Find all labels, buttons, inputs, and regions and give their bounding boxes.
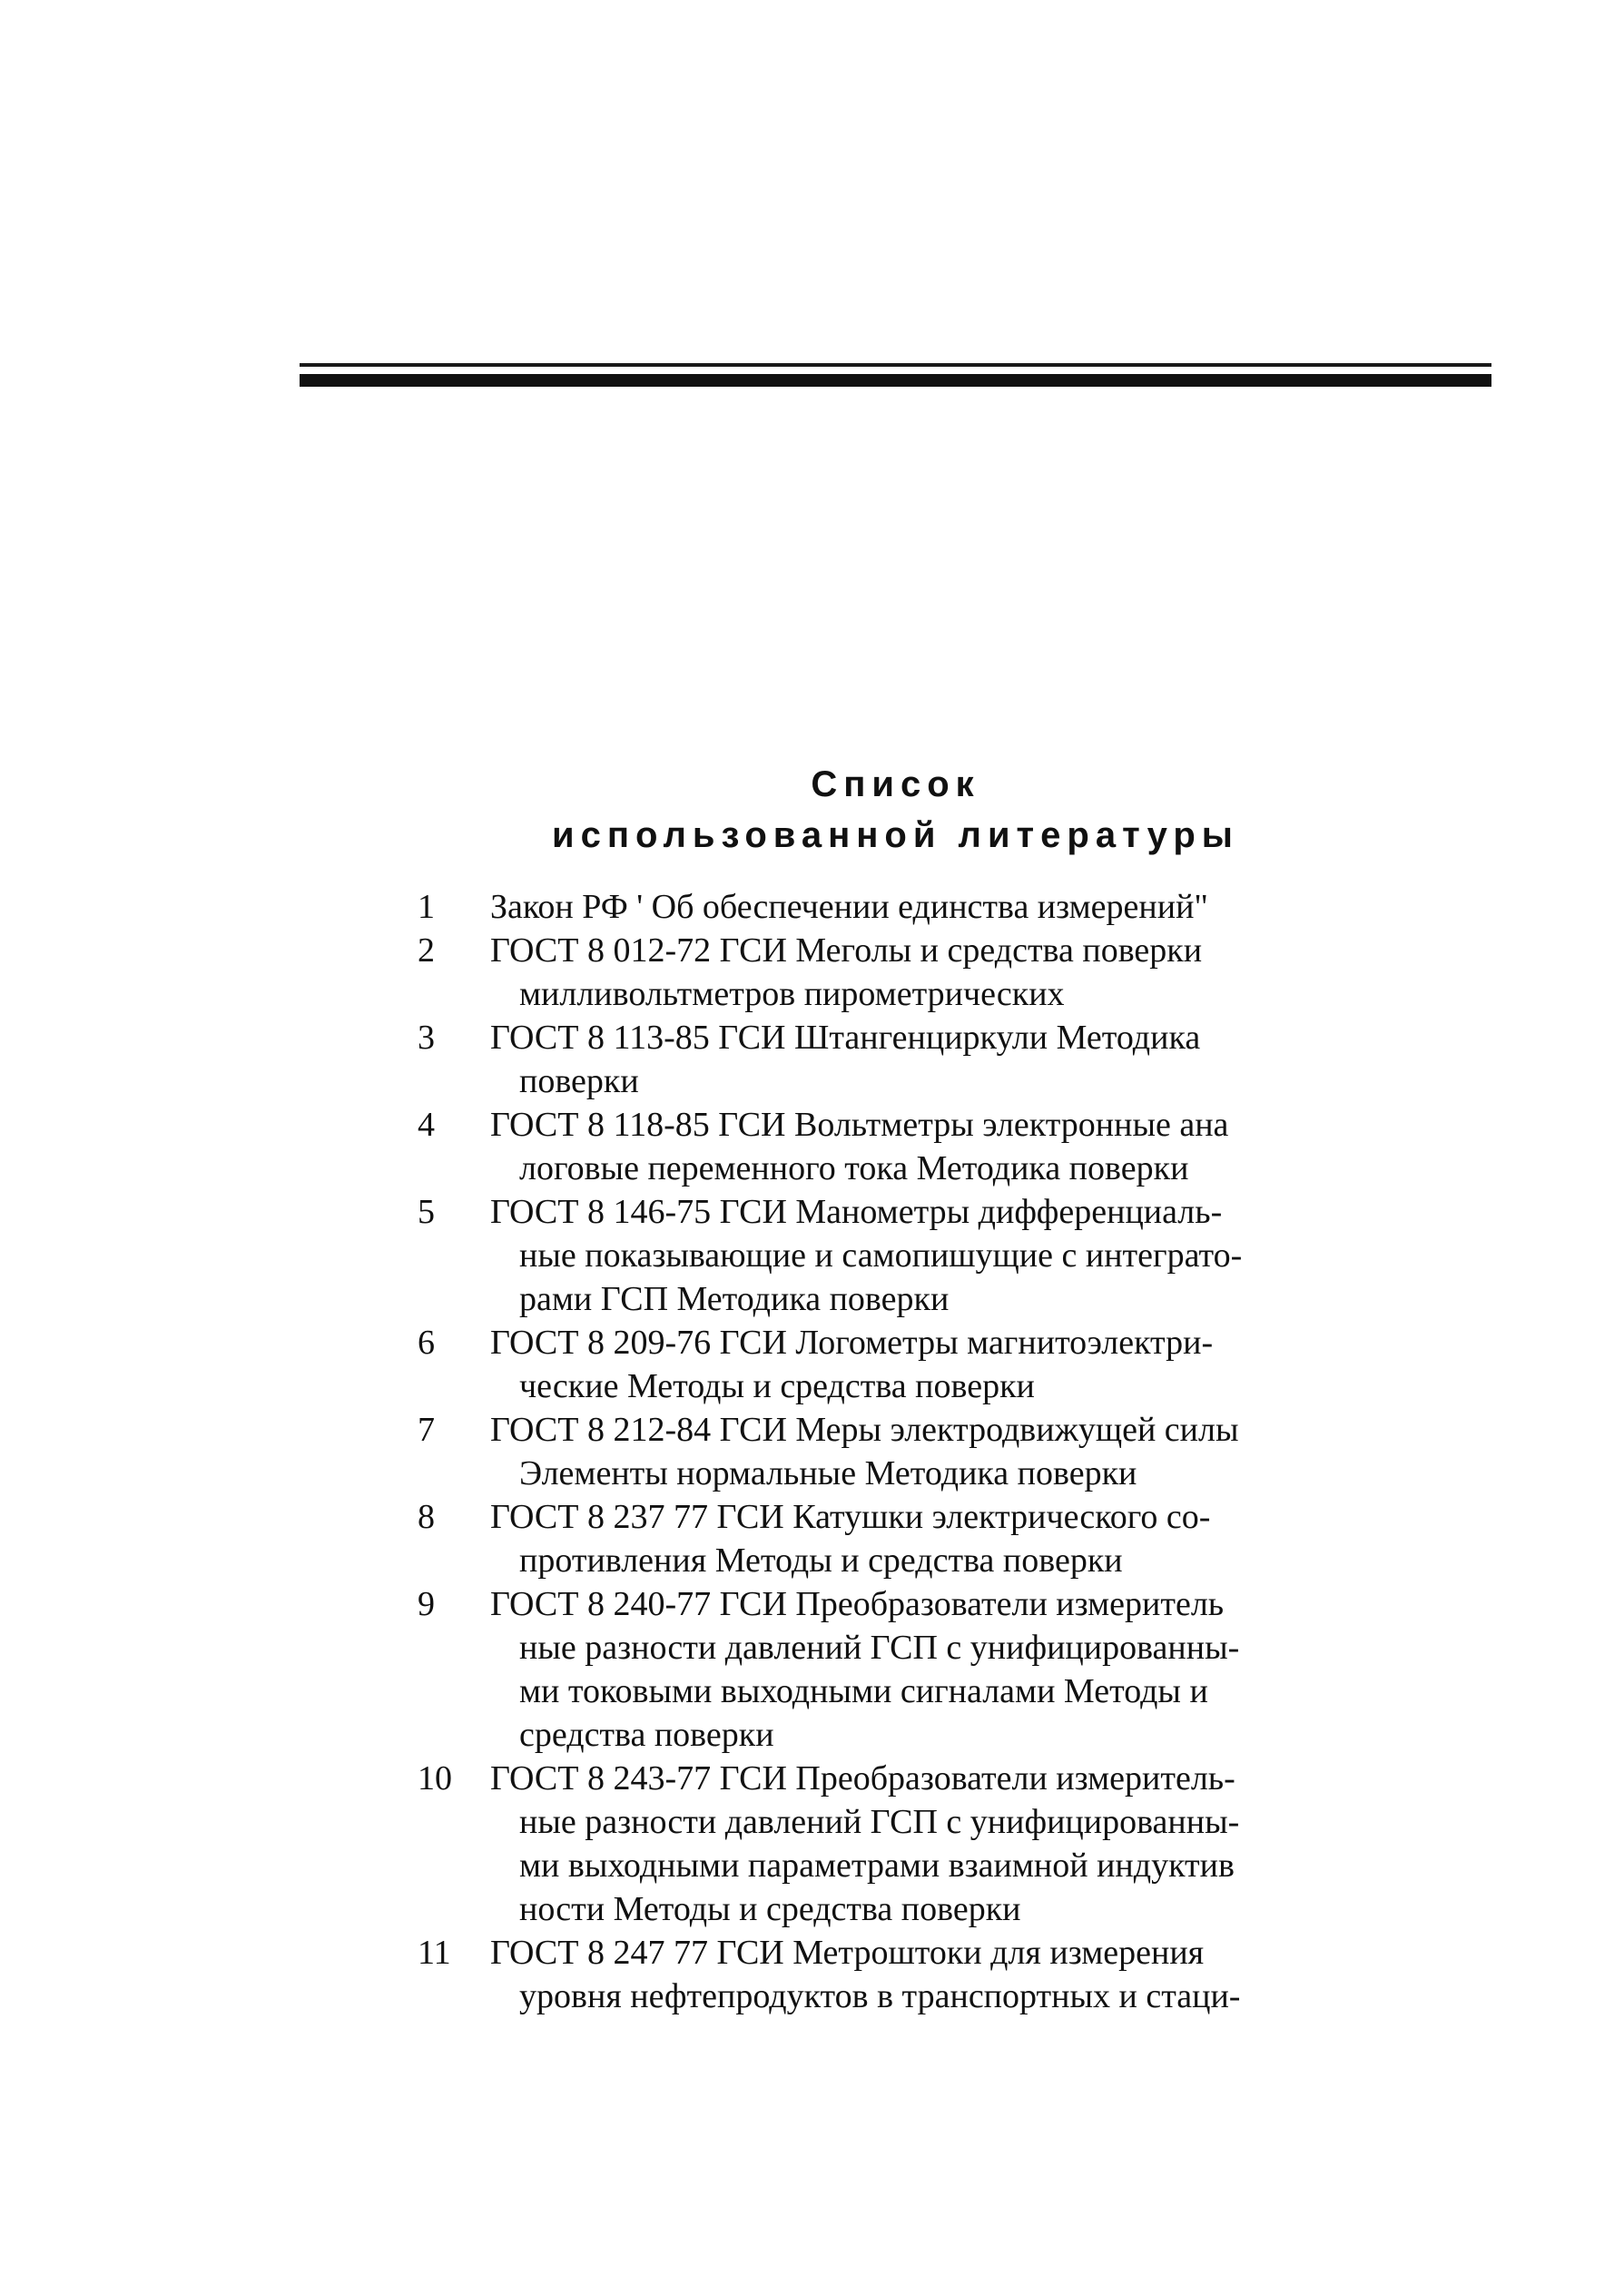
reference-number: 4 [418, 1106, 435, 1144]
reference-text [490, 1321, 1425, 1408]
reference-line: ГОСТ 8 247 77 ГСИ Метроштоки для измерения [490, 1934, 1205, 1972]
reference-text [490, 1757, 1425, 1931]
reference-number: 5 [418, 1193, 435, 1231]
reference-text [490, 1582, 1425, 1757]
reference-number: 11 [418, 1934, 451, 1972]
reference-line: уровня нефтепродуктов в транспортных и стаци- [519, 1977, 1241, 2015]
reference-text [490, 1495, 1425, 1582]
reference-line: противления Методы и средства поверки [519, 1541, 1123, 1580]
reference-item [418, 929, 1425, 1016]
reference-item [418, 1931, 1425, 2018]
reference-number: 1 [418, 888, 435, 926]
reference-item [418, 1757, 1425, 1931]
reference-number: 6 [418, 1324, 435, 1362]
reference-line: Закон РФ ' Об обеспечении единства измерений" [490, 888, 1208, 926]
page-title-line-2: использованной литературы [552, 815, 1239, 855]
reference-text [490, 1103, 1425, 1190]
reference-line: поверки [519, 1062, 639, 1100]
reference-line: Элементы нормальные Методика поверки [519, 1454, 1137, 1492]
reference-line: ГОСТ 8 212-84 ГСИ Меры электродвижущей силы [490, 1411, 1239, 1449]
top-rule-thick [300, 374, 1491, 387]
reference-line: ГОСТ 8 237 77 ГСИ Катушки электрического со- [490, 1498, 1211, 1536]
reference-number: 8 [418, 1498, 435, 1536]
reference-item [418, 1321, 1425, 1408]
reference-text [490, 1408, 1425, 1495]
reference-text [490, 929, 1425, 1016]
reference-line: ГОСТ 8 240-77 ГСИ Преобразователи измеритель [490, 1585, 1225, 1623]
reference-number: 2 [418, 931, 435, 970]
page-title-line-1: Список [811, 764, 980, 804]
reference-text [490, 885, 1425, 929]
reference-line: ности Методы и средства поверки [519, 1890, 1021, 1928]
reference-line: ГОСТ 8 118-85 ГСИ Вольтметры электронные ана [490, 1106, 1229, 1144]
reference-line: ГОСТ 8 209-76 ГСИ Логометры магнитоэлектри- [490, 1324, 1214, 1362]
top-rule-thin [300, 363, 1491, 367]
reference-number: 7 [418, 1411, 435, 1449]
reference-item [418, 1408, 1425, 1495]
reference-line: рами ГСП Методика поверки [519, 1280, 950, 1318]
reference-number: 3 [418, 1019, 435, 1057]
reference-item [418, 1190, 1425, 1321]
reference-text [490, 1931, 1425, 2018]
reference-item [418, 1495, 1425, 1582]
reference-line: ГОСТ 8 113-85 ГСИ Штангенциркули Методика [490, 1019, 1201, 1057]
reference-line: средства поверки [519, 1716, 774, 1754]
reference-number: 10 [418, 1759, 452, 1797]
reference-text [490, 1190, 1425, 1321]
reference-line: ные разности давлений ГСП с унифицированны- [519, 1629, 1240, 1667]
reference-line: ные разности давлений ГСП с унифицированны- [519, 1803, 1240, 1841]
reference-text [490, 1016, 1425, 1103]
reference-item [418, 1016, 1425, 1103]
reference-item [418, 885, 1425, 929]
reference-line: ми выходными параметрами взаимной индуктив [519, 1847, 1235, 1885]
reference-line: ные показывающие и самопишущие с интеграто- [519, 1236, 1243, 1275]
reference-line: милливольтметров пирометрических [519, 975, 1065, 1013]
reference-line: ГОСТ 8 243-77 ГСИ Преобразователи измеритель- [490, 1759, 1235, 1797]
reference-line: ми токовыми выходными сигналами Методы и [519, 1672, 1208, 1710]
reference-number: 9 [418, 1585, 435, 1623]
reference-item [418, 1103, 1425, 1190]
reference-line: ГОСТ 8 146-75 ГСИ Манометры дифференциаль- [490, 1193, 1223, 1231]
reference-line: ческие Методы и средства поверки [519, 1367, 1035, 1405]
reference-list [418, 885, 1425, 2018]
reference-line: ГОСТ 8 012-72 ГСИ Меголы и средства поверки [490, 931, 1203, 970]
reference-item [418, 1582, 1425, 1757]
reference-line: логовые переменного тока Методика поверки [519, 1149, 1189, 1187]
